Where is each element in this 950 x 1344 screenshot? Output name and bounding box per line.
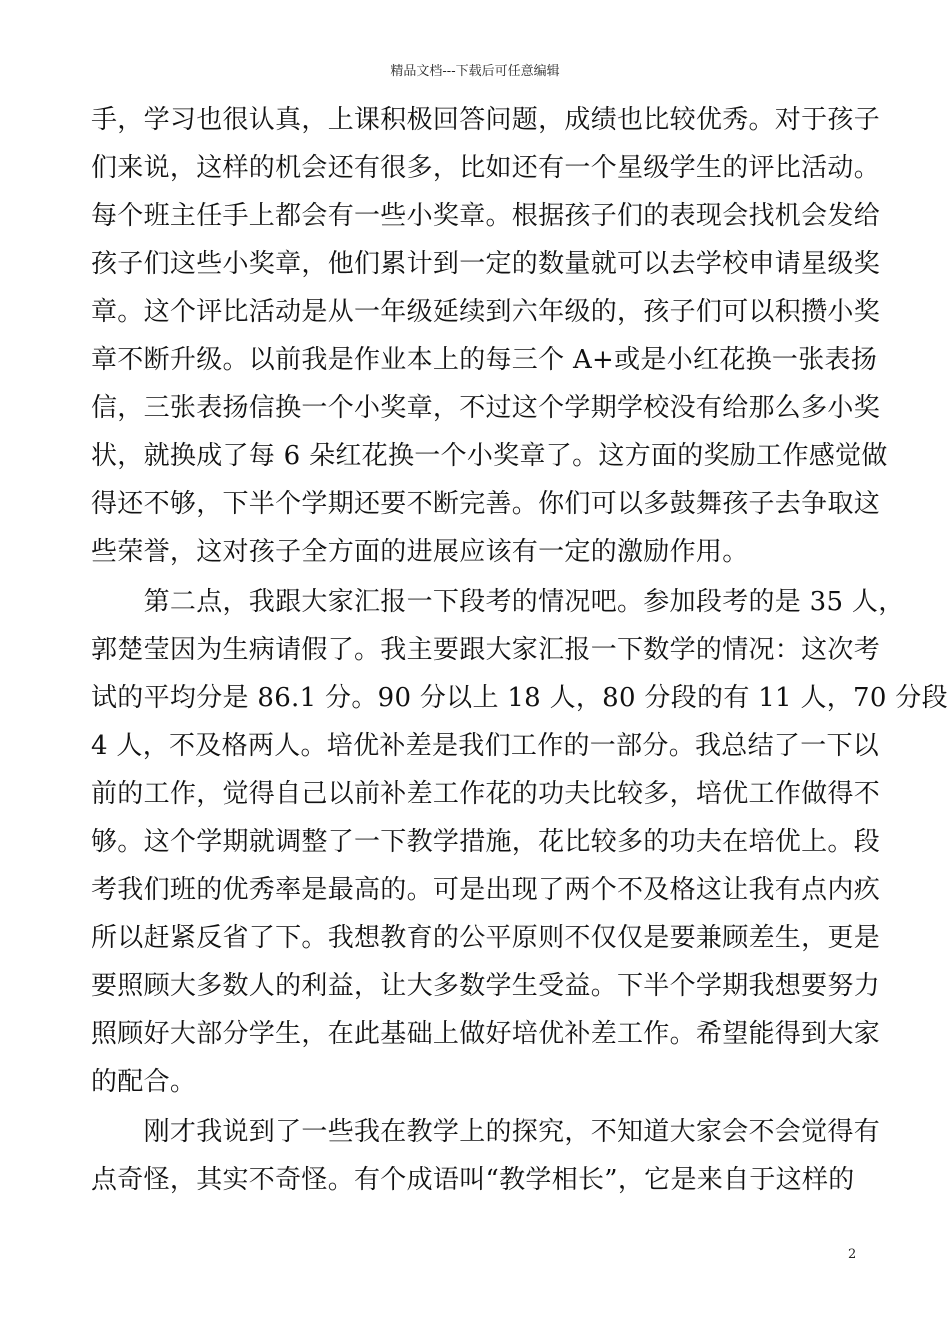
page-number: 2	[848, 1247, 857, 1262]
page-header: 精品文档---下载后可任意编辑	[390, 64, 560, 79]
text-line: 4 人，不及格两人。培优补差是我们工作的一部分。我总结了一下以	[91, 731, 880, 761]
text-line: 们来说，这样的机会还有很多，比如还有一个星级学生的评比活动。	[91, 153, 881, 183]
text-line: 所以赶紧反省了下。我想教育的公平原则不仅仅是要兼顾差生，更是	[91, 923, 881, 953]
text-line: 章不断升级。以前我是作业本上的每三个 A+或是小红花换一张表扬	[91, 345, 878, 375]
paragraph-3	[91, 1108, 881, 1204]
document-body	[91, 96, 948, 1204]
text-line: 得还不够，下半个学期还要不断完善。你们可以多鼓舞孩子去争取这	[91, 489, 881, 519]
text-line: 考我们班的优秀率是最高的。可是出现了两个不及格这让我有点内疚	[91, 875, 881, 905]
text-line: 要照顾大多数人的利益，让大多数学生受益。下半个学期我想要努力	[91, 971, 881, 1001]
text-line: 郭楚莹因为生病请假了。我主要跟大家汇报一下数学的情况：这次考	[91, 635, 881, 665]
text-line: 些荣誉，这对孩子全方面的进展应该有一定的激励作用。	[91, 537, 749, 567]
text-line: 点奇怪，其实不奇怪。有个成语叫“教学相长”，它是来自于这样的	[91, 1165, 855, 1195]
text-line: 孩子们这些小奖章，他们累计到一定的数量就可以去学校申请星级奖	[91, 249, 881, 279]
text-line: 章。这个评比活动是从一年级延续到六年级的，孩子们可以积攒小奖	[91, 297, 881, 327]
paragraph-2	[91, 578, 948, 1106]
text-line: 刚才我说到了一些我在教学上的探究，不知道大家会不会觉得有	[91, 1117, 881, 1147]
text-line: 手，学习也很认真，上课积极回答问题，成绩也比较优秀。对于孩子	[91, 105, 881, 135]
text-line: 试的平均分是 86.1 分。90 分以上 18 人，80 分段的有 11 人，70 分段	[91, 683, 948, 713]
text-line: 的配合。	[91, 1067, 197, 1097]
text-line: 每个班主任手上都会有一些小奖章。根据孩子们的表现会找机会发给	[91, 201, 881, 231]
text-line: 够。这个学期就调整了一下教学措施，花比较多的功夫在培优上。段	[91, 827, 881, 857]
text-line: 照顾好大部分学生，在此基础上做好培优补差工作。希望能得到大家	[91, 1019, 881, 1049]
text-line: 信，三张表扬信换一个小奖章，不过这个学期学校没有给那么多小奖	[91, 393, 881, 423]
paragraph-1	[91, 96, 888, 576]
text-line: 状，就换成了每 6 朵红花换一个小奖章了。这方面的奖励工作感觉做	[91, 441, 888, 471]
text-line: 第二点，我跟大家汇报一下段考的情况吧。参加段考的是 35 人，	[91, 587, 905, 617]
text-line: 前的工作，觉得自己以前补差工作花的功夫比较多，培优工作做得不	[91, 779, 881, 809]
